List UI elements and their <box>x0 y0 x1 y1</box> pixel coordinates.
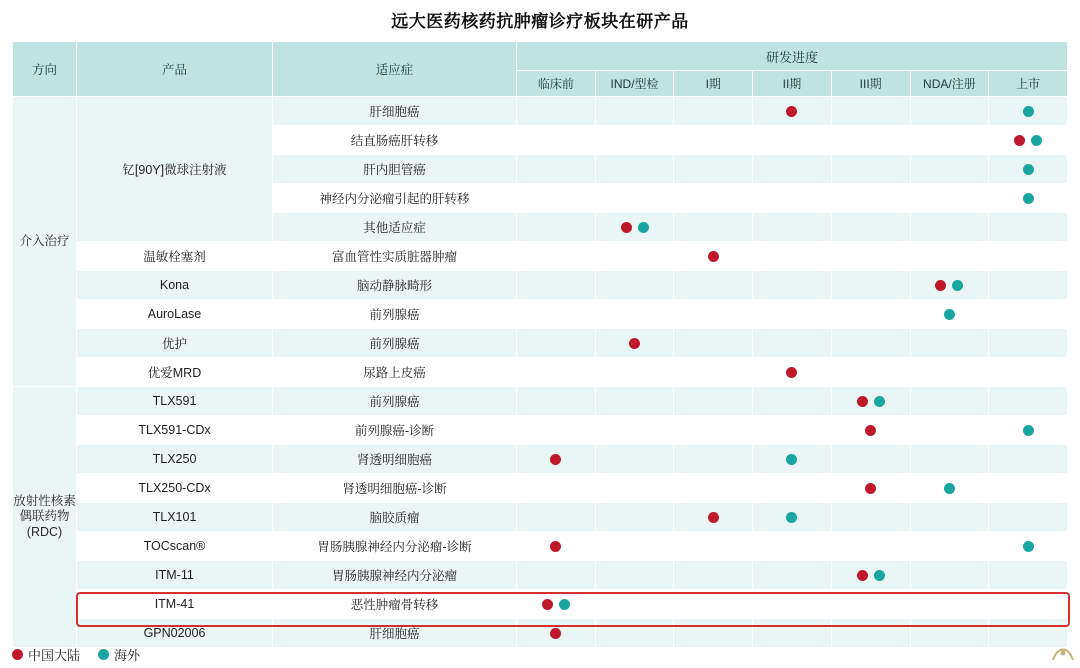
stage-cell <box>517 300 596 329</box>
stage-cell <box>910 184 989 213</box>
stage-markers <box>517 532 595 560</box>
stage-cell <box>989 126 1068 155</box>
stage-cell <box>989 532 1068 561</box>
stage-markers <box>911 300 989 328</box>
stage-cell <box>674 358 753 387</box>
stage-cell <box>989 271 1068 300</box>
stage-markers <box>989 155 1067 183</box>
stage-cell <box>831 300 910 329</box>
table-row <box>13 242 1068 271</box>
stage-markers <box>989 126 1067 154</box>
table-row <box>13 358 1068 387</box>
marker-china-icon <box>865 483 876 494</box>
stage-markers <box>989 416 1067 444</box>
stage-markers <box>596 213 674 241</box>
stage-cell <box>831 242 910 271</box>
stage-cell <box>910 300 989 329</box>
stage-cell <box>831 329 910 358</box>
indication-cell: 脑胶质瘤 <box>273 503 517 532</box>
product-cell: TLX250-CDx <box>77 474 273 503</box>
marker-overseas-icon <box>786 512 797 523</box>
product-cell: 优爱MRD <box>77 358 273 387</box>
stage-cell <box>989 387 1068 416</box>
stage-cell <box>517 358 596 387</box>
stage-cell <box>595 213 674 242</box>
legend-dot-overseas-icon <box>98 649 109 660</box>
header-stage-preclinical: 临床前 <box>517 71 596 97</box>
marker-overseas-icon <box>1023 425 1034 436</box>
table-row <box>13 561 1068 590</box>
stage-cell <box>989 590 1068 619</box>
table-row <box>13 532 1068 561</box>
stage-cell <box>989 300 1068 329</box>
stage-cell <box>753 155 832 184</box>
stage-cell <box>910 358 989 387</box>
stage-cell <box>595 358 674 387</box>
product-cell: GPN02006 <box>77 619 273 648</box>
stage-cell <box>595 561 674 590</box>
indication-cell: 神经内分泌瘤引起的肝转移 <box>273 184 517 213</box>
stage-cell <box>831 561 910 590</box>
stage-cell <box>989 213 1068 242</box>
stage-markers <box>989 532 1067 560</box>
stage-cell <box>910 619 989 648</box>
stage-cell <box>989 445 1068 474</box>
table-row <box>13 619 1068 648</box>
indication-cell: 前列腺癌 <box>273 387 517 416</box>
stage-cell <box>831 416 910 445</box>
marker-overseas-icon <box>1023 106 1034 117</box>
stage-cell <box>753 358 832 387</box>
stage-cell <box>910 590 989 619</box>
marker-overseas-icon <box>944 483 955 494</box>
corner-logo-icon <box>1050 640 1076 666</box>
stage-cell <box>989 329 1068 358</box>
marker-china-icon <box>550 541 561 552</box>
product-cell: TLX101 <box>77 503 273 532</box>
stage-cell <box>831 590 910 619</box>
stage-cell <box>595 619 674 648</box>
stage-cell <box>831 155 910 184</box>
stage-cell <box>753 126 832 155</box>
stage-cell <box>753 445 832 474</box>
indication-cell: 前列腺癌 <box>273 329 517 358</box>
stage-cell <box>674 126 753 155</box>
stage-cell <box>831 271 910 300</box>
stage-cell <box>674 387 753 416</box>
marker-china-icon <box>629 338 640 349</box>
stage-cell <box>674 271 753 300</box>
marker-overseas-icon <box>786 454 797 465</box>
stage-cell <box>595 387 674 416</box>
stage-cell <box>753 619 832 648</box>
stage-cell <box>753 329 832 358</box>
table-row <box>13 474 1068 503</box>
page-title: 远大医药核药抗肿瘤诊疗板块在研产品 <box>391 12 689 31</box>
indication-cell: 前列腺癌-诊断 <box>273 416 517 445</box>
indication-cell: 胃肠胰腺神经内分泌瘤-诊断 <box>273 532 517 561</box>
stage-markers <box>517 619 595 647</box>
stage-cell <box>989 358 1068 387</box>
product-cell: TLX250 <box>77 445 273 474</box>
stage-markers <box>832 561 910 589</box>
stage-cell <box>753 532 832 561</box>
stage-markers <box>753 503 831 531</box>
stage-cell <box>831 474 910 503</box>
stage-cell <box>595 445 674 474</box>
indication-cell: 结直肠癌肝转移 <box>273 126 517 155</box>
table-row <box>13 387 1068 416</box>
legend-dot-china-icon <box>12 649 23 660</box>
stage-cell <box>753 561 832 590</box>
stage-cell <box>753 271 832 300</box>
legend-label-china: 中国大陆 <box>28 648 81 663</box>
header-row-top <box>13 42 1068 71</box>
stage-cell <box>595 271 674 300</box>
stage-cell <box>595 503 674 532</box>
stage-markers <box>832 416 910 444</box>
table-row <box>13 503 1068 532</box>
indication-cell: 前列腺癌 <box>273 300 517 329</box>
stage-cell <box>595 97 674 126</box>
stage-cell <box>831 532 910 561</box>
stage-cell <box>989 155 1068 184</box>
pipeline-table <box>12 41 1068 648</box>
header-product: 产品 <box>77 42 273 97</box>
stage-cell <box>595 184 674 213</box>
indication-cell: 肾透明细胞癌-诊断 <box>273 474 517 503</box>
stage-cell <box>674 532 753 561</box>
stage-cell <box>517 619 596 648</box>
stage-cell <box>674 503 753 532</box>
product-cell: AuroLase <box>77 300 273 329</box>
legend <box>12 645 140 664</box>
direction-cell: 介入治疗 <box>13 97 77 387</box>
stage-cell <box>595 242 674 271</box>
stage-cell <box>989 242 1068 271</box>
stage-markers <box>989 97 1067 125</box>
stage-cell <box>674 590 753 619</box>
stage-cell <box>753 474 832 503</box>
marker-china-icon <box>621 222 632 233</box>
product-cell: TOCscan® <box>77 532 273 561</box>
stage-cell <box>910 271 989 300</box>
table-row <box>13 329 1068 358</box>
stage-cell <box>517 561 596 590</box>
stage-cell <box>831 387 910 416</box>
stage-cell <box>989 97 1068 126</box>
marker-china-icon <box>542 599 553 610</box>
legend-label-overseas: 海外 <box>114 648 141 663</box>
stage-cell <box>674 184 753 213</box>
header-stage-nda: NDA/注册 <box>910 71 989 97</box>
product-cell: Kona <box>77 271 273 300</box>
stage-cell <box>831 184 910 213</box>
stage-cell <box>753 387 832 416</box>
stage-cell <box>517 329 596 358</box>
product-cell: TLX591 <box>77 387 273 416</box>
stage-cell <box>517 242 596 271</box>
stage-cell <box>517 387 596 416</box>
marker-china-icon <box>550 454 561 465</box>
stage-cell <box>753 590 832 619</box>
stage-cell <box>517 503 596 532</box>
header-stage-phase3: III期 <box>831 71 910 97</box>
header-direction: 方向 <box>13 42 77 97</box>
marker-overseas-icon <box>559 599 570 610</box>
marker-china-icon <box>786 106 797 117</box>
marker-china-icon <box>708 251 719 262</box>
stage-markers <box>596 329 674 357</box>
indication-cell: 恶性肿瘤骨转移 <box>273 590 517 619</box>
stage-cell <box>517 474 596 503</box>
stage-cell <box>989 561 1068 590</box>
stage-markers <box>674 242 752 270</box>
stage-cell <box>831 126 910 155</box>
stage-cell <box>910 242 989 271</box>
stage-cell <box>595 590 674 619</box>
stage-markers <box>911 271 989 299</box>
stage-cell <box>517 416 596 445</box>
direction-cell: 放射性核素偶联药物(RDC) <box>13 387 77 648</box>
marker-overseas-icon <box>1023 193 1034 204</box>
stage-cell <box>517 532 596 561</box>
stage-cell <box>674 300 753 329</box>
indication-cell: 肝细胞癌 <box>273 97 517 126</box>
stage-cell <box>910 329 989 358</box>
stage-markers <box>832 387 910 415</box>
stage-cell <box>595 416 674 445</box>
stage-markers <box>517 445 595 473</box>
indication-cell: 肝细胞癌 <box>273 619 517 648</box>
stage-cell <box>910 97 989 126</box>
stage-markers <box>989 184 1067 212</box>
stage-cell <box>910 561 989 590</box>
marker-overseas-icon <box>874 396 885 407</box>
table-row <box>13 445 1068 474</box>
legend-item-overseas <box>98 645 140 664</box>
stage-cell <box>674 213 753 242</box>
stage-cell <box>753 97 832 126</box>
stage-cell <box>831 503 910 532</box>
stage-cell <box>753 242 832 271</box>
stage-cell <box>595 474 674 503</box>
product-cell: TLX591-CDx <box>77 416 273 445</box>
stage-cell <box>674 97 753 126</box>
stage-cell <box>753 184 832 213</box>
stage-cell <box>753 416 832 445</box>
legend-item-china <box>12 645 80 664</box>
stage-cell <box>910 474 989 503</box>
marker-china-icon <box>786 367 797 378</box>
stage-markers <box>832 474 910 502</box>
stage-cell <box>517 184 596 213</box>
stage-markers <box>753 358 831 386</box>
indication-cell: 尿路上皮癌 <box>273 358 517 387</box>
marker-overseas-icon <box>638 222 649 233</box>
stage-cell <box>831 445 910 474</box>
stage-cell <box>517 213 596 242</box>
header-indication: 适应症 <box>273 42 517 97</box>
stage-cell <box>831 619 910 648</box>
stage-cell <box>674 561 753 590</box>
stage-cell <box>753 300 832 329</box>
stage-cell <box>831 97 910 126</box>
table-body <box>13 97 1068 648</box>
stage-cell <box>595 532 674 561</box>
stage-cell <box>517 590 596 619</box>
stage-cell <box>989 184 1068 213</box>
stage-cell <box>517 97 596 126</box>
stage-cell <box>674 155 753 184</box>
indication-cell: 其他适应症 <box>273 213 517 242</box>
indication-cell: 脑动静脉畸形 <box>273 271 517 300</box>
stage-cell <box>910 445 989 474</box>
indication-cell: 胃肠胰腺神经内分泌瘤 <box>273 561 517 590</box>
table-row <box>13 300 1068 329</box>
stage-cell <box>910 387 989 416</box>
header-stage-market: 上市 <box>989 71 1068 97</box>
stage-cell <box>517 155 596 184</box>
marker-china-icon <box>857 396 868 407</box>
product-cell: ITM-41 <box>77 590 273 619</box>
stage-cell <box>910 155 989 184</box>
marker-china-icon <box>857 570 868 581</box>
product-cell: 优护 <box>77 329 273 358</box>
stage-cell <box>910 503 989 532</box>
stage-cell <box>910 126 989 155</box>
stage-cell <box>517 271 596 300</box>
marker-china-icon <box>865 425 876 436</box>
indication-cell: 富血管性实质脏器肿瘤 <box>273 242 517 271</box>
stage-cell <box>910 213 989 242</box>
stage-markers <box>911 474 989 502</box>
stage-cell <box>989 416 1068 445</box>
indication-cell: 肾透明细胞癌 <box>273 445 517 474</box>
marker-china-icon <box>550 628 561 639</box>
stage-cell <box>989 474 1068 503</box>
stage-cell <box>595 126 674 155</box>
header-stage-phase1: I期 <box>674 71 753 97</box>
table-row <box>13 590 1068 619</box>
stage-markers <box>753 97 831 125</box>
stage-cell <box>674 242 753 271</box>
marker-china-icon <box>708 512 719 523</box>
stage-cell <box>674 416 753 445</box>
stage-markers <box>753 445 831 473</box>
stage-cell <box>674 619 753 648</box>
stage-cell <box>910 532 989 561</box>
stage-markers <box>517 590 595 618</box>
stage-cell <box>595 329 674 358</box>
stage-cell <box>674 474 753 503</box>
stage-markers <box>674 503 752 531</box>
product-cell: ITM-11 <box>77 561 273 590</box>
marker-overseas-icon <box>944 309 955 320</box>
marker-overseas-icon <box>1023 541 1034 552</box>
marker-overseas-icon <box>874 570 885 581</box>
stage-cell <box>517 126 596 155</box>
product-cell: 温敏栓塞剂 <box>77 242 273 271</box>
stage-cell <box>517 445 596 474</box>
table-header <box>13 42 1068 97</box>
product-cell: 钇[90Y]微球注射液 <box>77 97 273 242</box>
stage-cell <box>753 213 832 242</box>
marker-overseas-icon <box>1031 135 1042 146</box>
stage-cell <box>831 358 910 387</box>
stage-cell <box>674 329 753 358</box>
marker-china-icon <box>935 280 946 291</box>
stage-cell <box>910 416 989 445</box>
stage-cell <box>831 213 910 242</box>
stage-cell <box>989 503 1068 532</box>
table-row <box>13 416 1068 445</box>
table-row <box>13 271 1068 300</box>
header-progress-group: 研发进度 <box>517 42 1068 71</box>
stage-cell <box>674 445 753 474</box>
indication-cell: 肝内胆管癌 <box>273 155 517 184</box>
marker-overseas-icon <box>1023 164 1034 175</box>
marker-overseas-icon <box>952 280 963 291</box>
header-stage-ind: IND/型检 <box>595 71 674 97</box>
stage-cell <box>595 300 674 329</box>
header-stage-phase2: II期 <box>753 71 832 97</box>
stage-cell <box>753 503 832 532</box>
stage-cell <box>595 155 674 184</box>
marker-china-icon <box>1014 135 1025 146</box>
table-row <box>13 97 1068 126</box>
